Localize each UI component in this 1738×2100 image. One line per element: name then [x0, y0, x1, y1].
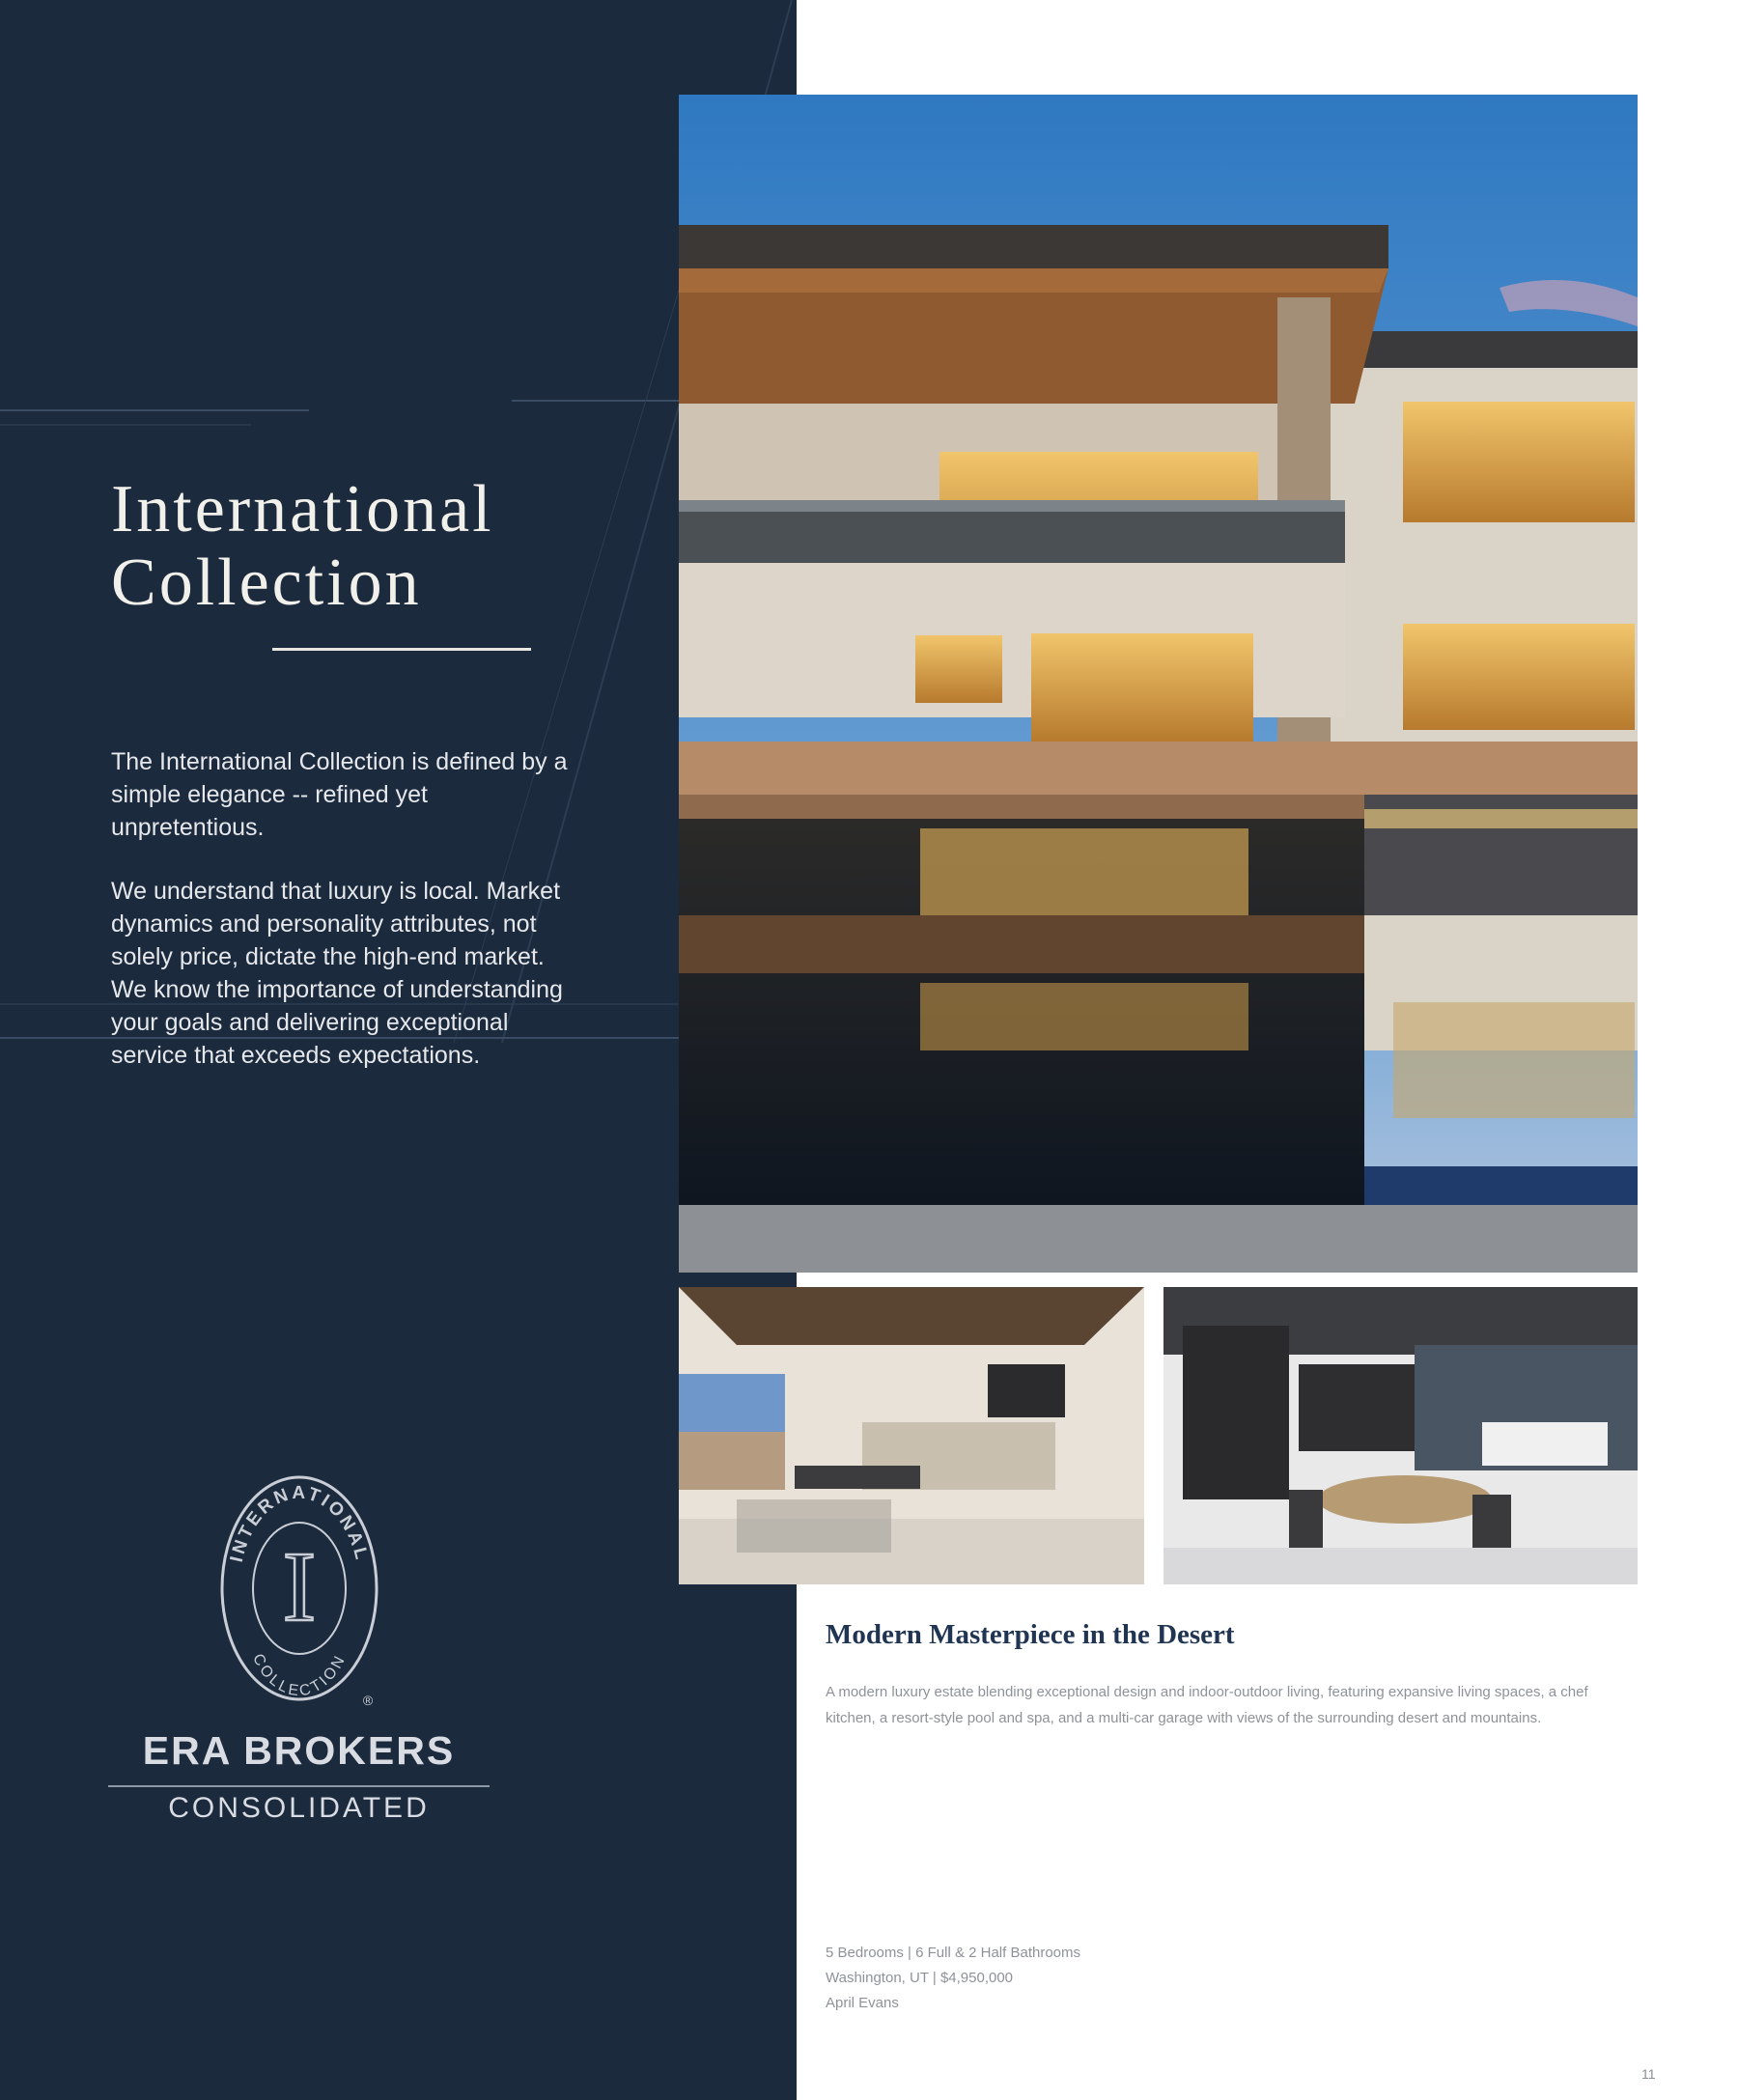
photo-kitchen-interior — [679, 1287, 1144, 1584]
brand-name: ERA BROKERS — [142, 1728, 456, 1773]
heading-underline — [272, 648, 531, 651]
listing-description: A modern luxury estate blending exceptional design and indoor-outdoor living, featuring expansive living spaces, a chef kitchen, a resort-style pool and spa, and a multi-car garage with views of the surrounding desert and mountains. — [826, 1684, 1588, 1726]
brand-subtitle: CONSOLIDATED — [168, 1792, 430, 1824]
intro-paragraph: The International Collection is defined by a simple elegance -- refined yet unpretentious. — [111, 748, 568, 841]
listing-title: Modern Masterpiece in the Desert — [826, 1619, 1235, 1650]
brand-divider — [108, 1785, 490, 1787]
emblem-monogram: I — [282, 1531, 317, 1642]
listing-fact: 5 Bedrooms | 6 Full & 2 Half Bathrooms — [826, 1945, 1081, 1961]
collection-heading — [111, 473, 494, 620]
intro-text — [111, 745, 584, 1103]
emblem-bottom-text: COLLECTION — [249, 1651, 350, 1700]
listing-fact: April Evans — [826, 1995, 899, 2011]
heading-line-2: Collection — [111, 546, 422, 620]
photo-dining-garage — [1163, 1287, 1638, 1584]
hero-photo-exterior — [679, 95, 1638, 1273]
listing-facts — [826, 1941, 1405, 2016]
heading-line-1: International — [111, 472, 494, 546]
intro-paragraph: We understand that luxury is local. Market dynamics and personality attributes, not solely price, dictate the high-end market. We know the importance of understanding your goals and delivering exceptional service that exceeds expectations. — [111, 878, 563, 1069]
registered-mark: ® — [362, 1693, 374, 1708]
listing-fact: Washington, UT | $4,950,000 — [826, 1970, 1014, 1986]
svg-text:COLLECTION — [249, 1651, 350, 1699]
emblem-top-text: INTERNATIONAL — [226, 1483, 373, 1565]
page-number: 11 — [1641, 2066, 1656, 2082]
international-collection-emblem — [217, 1468, 381, 1709]
